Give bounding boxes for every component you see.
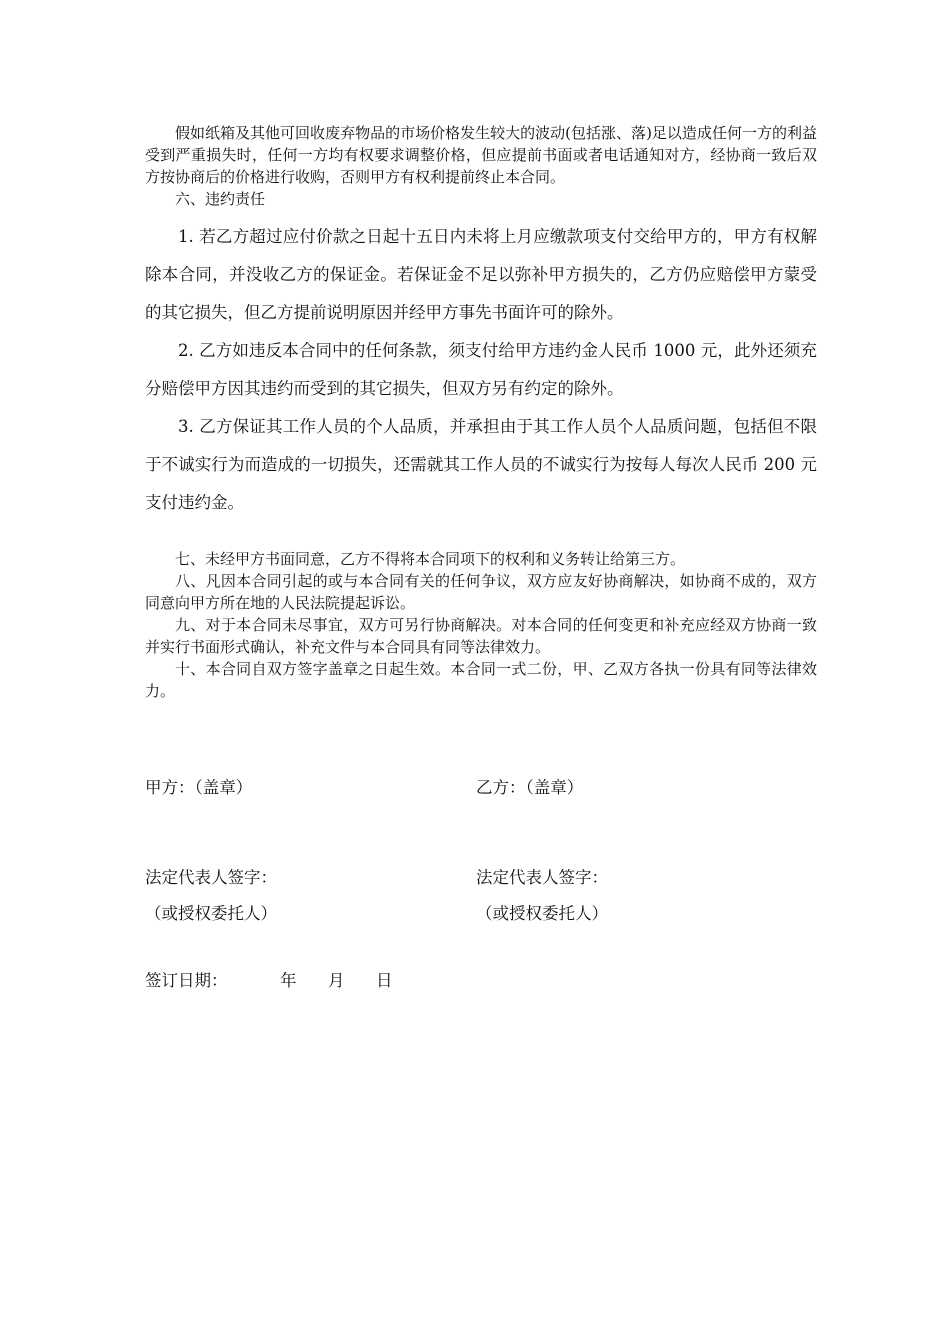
clause-10: 十、本合同自双方签字盖章之日起生效。本合同一式二份，甲、乙双方各执一份具有同等法律效力。	[145, 660, 817, 700]
breach-clause-2: 2. 乙方如违反本合同中的任何条款，须支付给甲方违约金人民币 1000 元，此外还须充分赔偿甲方因其违约而受到的其它损失，但双方另有约定的除外。	[145, 341, 817, 398]
party-b-representative-label: 法定代表人签字：	[476, 868, 608, 887]
breach-clause-3: 3. 乙方保证其工作人员的个人品质，并承担由于其工作人员个人品质问题，包括但不限于不诚实行为而造成的一切损失，还需就其工作人员的不诚实行为按每人每次人民币 200 元支付违约金。	[145, 417, 817, 512]
date-month: 月	[328, 971, 345, 990]
date-year: 年	[280, 971, 297, 990]
general-terms	[145, 548, 817, 702]
breach-clauses	[145, 218, 817, 522]
party-a-representative-note: （或授权委托人）	[145, 904, 277, 923]
section-heading-breach: 六、违约责任	[175, 190, 266, 208]
party-b-representative-note: （或授权委托人）	[476, 904, 608, 923]
clause-8: 八、凡因本合同引起的或与本合同有关的任何争议，双方应友好协商解决，如协商不成的，双方同意向甲方所在地的人民法院提起诉讼。	[145, 572, 817, 612]
breach-clause-1: 1. 若乙方超过应付价款之日起十五日内未将上月应缴款项支付交给甲方的，甲方有权解除本合同，并没收乙方的保证金。若保证金不足以弥补甲方损失的，乙方仍应赔偿甲方蒙受的其它损失，但乙方提前说明原因并经甲方事先书面许可的除外。	[145, 227, 817, 322]
party-a-representative-label: 法定代表人签字：	[145, 868, 277, 887]
price-adjustment-paragraph: 假如纸箱及其他可回收废弃物品的市场价格发生较大的波动(包括涨、落)足以造成任何一方的利益受到严重损失时，任何一方均有权要求调整价格，但应提前书面或者电话通知对方，经协商一致后双方按协商后的价格进行收购，否则甲方有权利提前终止本合同。	[145, 124, 817, 186]
party-b-seal-label: 乙方：（盖章）	[476, 778, 584, 797]
signing-date-row	[145, 966, 393, 996]
clause-9: 九、对于本合同未尽事宜，双方可另行协商解决。对本合同的任何变更和补充应经双方协商一致并实行书面形式确认，补充文件与本合同具有同等法律效力。	[145, 616, 817, 656]
signing-date-label: 签订日期：	[145, 971, 228, 990]
date-day: 日	[376, 971, 393, 990]
clause-7: 七、未经甲方书面同意，乙方不得将本合同项下的权利和义务转让给第三方。	[175, 550, 686, 568]
price-adjustment-section	[145, 122, 817, 210]
party-a-seal-label: 甲方：（盖章）	[145, 778, 253, 797]
